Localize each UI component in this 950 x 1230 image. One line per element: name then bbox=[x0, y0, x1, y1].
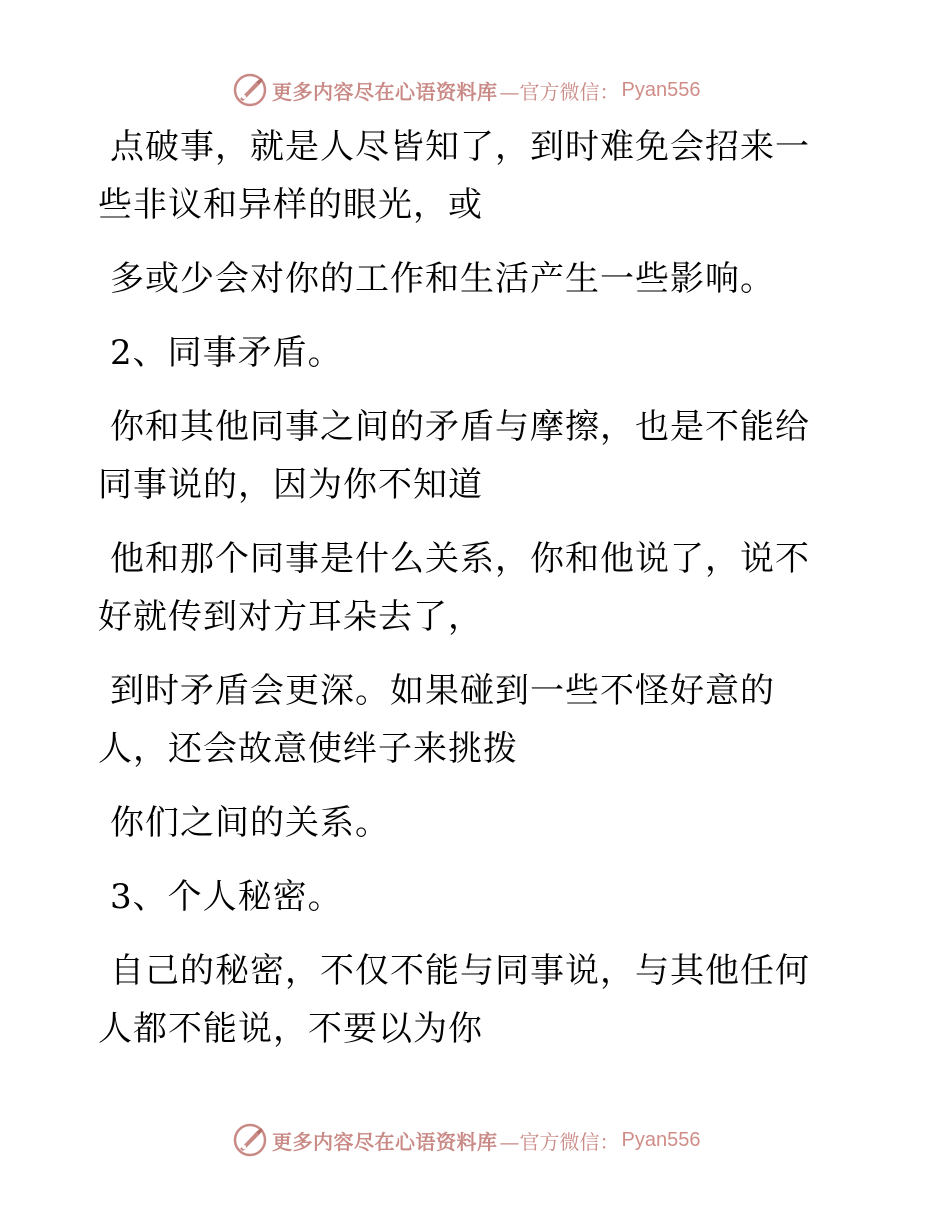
paragraph: 你们之间的关系。 bbox=[110, 803, 390, 843]
paragraph: 点破事，就是人尽皆知了，到时难免会招来一些非议和异样的眼光，或 bbox=[98, 127, 810, 225]
paragraph: 自己的秘密，不仅不能与同事说，与其他任何人都不能说，不要以为你 bbox=[98, 951, 810, 1049]
section-heading: 3、个人秘密。 bbox=[110, 877, 343, 917]
section-heading: 2、同事矛盾。 bbox=[110, 333, 343, 373]
paragraph: 多或少会对你的工作和生活产生一些影响。 bbox=[110, 259, 775, 299]
paragraph: 你和其他同事之间的矛盾与摩擦，也是不能给同事说的，因为你不知道 bbox=[98, 407, 810, 505]
paragraph: 到时矛盾会更深。如果碰到一些不怪好意的人，还会故意使绊子来挑拨 bbox=[98, 671, 775, 769]
watermark-text: 更多内容尽在心语资料库 bbox=[272, 79, 498, 104]
header-watermark bbox=[232, 70, 700, 110]
watermark-suffix: —官方微信： bbox=[499, 79, 620, 104]
paragraph: 他和那个同事是什么关系，你和他说了，说不好就传到对方耳朵去了， bbox=[98, 539, 810, 637]
watermark-text: 更多内容尽在心语资料库 bbox=[272, 1129, 498, 1154]
watermark-suffix: —官方微信： bbox=[499, 1129, 620, 1154]
pen-logo-icon bbox=[232, 1122, 268, 1158]
body-text bbox=[98, 118, 838, 1074]
watermark-wechat-id: Pyan556 bbox=[621, 78, 701, 101]
watermark-wechat-id: Pyan556 bbox=[621, 1128, 701, 1151]
footer-watermark bbox=[232, 1120, 700, 1160]
pen-logo-icon bbox=[232, 72, 268, 108]
